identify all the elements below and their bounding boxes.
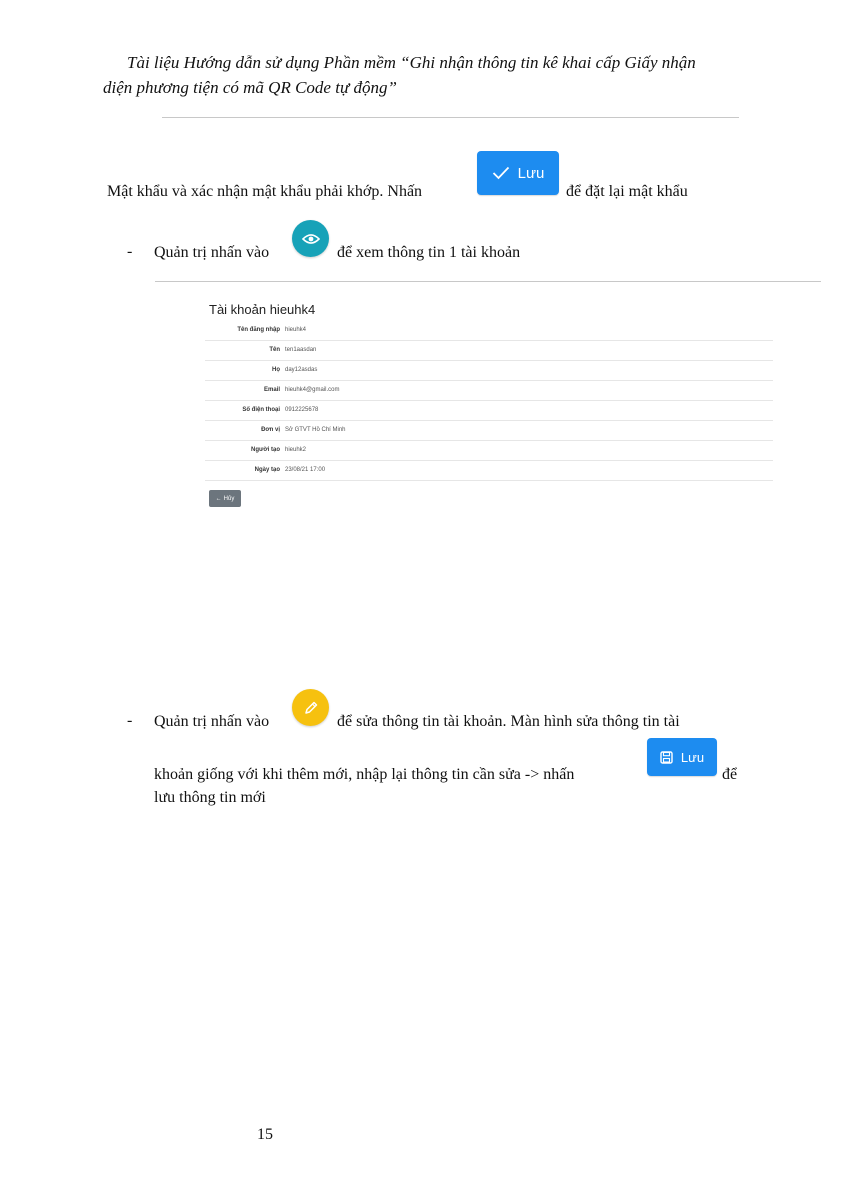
reset-text-after: để đặt lại mật khẩu (566, 183, 688, 200)
edit-text-line1-before: Quản trị nhấn vào (154, 713, 270, 730)
account-row-value: day12asdas (285, 367, 318, 373)
account-row-value: 23/08/21 17:00 (285, 467, 326, 473)
account-row-value: 0912225678 (285, 407, 319, 413)
checkmark-icon (492, 166, 510, 180)
account-row (205, 340, 773, 361)
account-detail-screenshot (205, 300, 775, 515)
edit-text-line1-after: để sửa thông tin tài khoản. Màn hình sửa thông tin tài (337, 713, 680, 730)
edit-text-line3: lưu thông tin mới (154, 789, 266, 806)
view-text-after: để xem thông tin 1 tài khoản (337, 244, 521, 261)
account-row (205, 360, 773, 381)
account-row-label: Người tạo (251, 447, 280, 453)
document-header-line-2: diện phương tiện có mã QR Code tự động” (103, 78, 397, 97)
account-row (205, 420, 773, 441)
page-number: 15 (257, 1126, 273, 1143)
account-row-value: hieuhk4 (285, 327, 307, 333)
bullet-dash-edit: - (127, 712, 133, 729)
save-reset-button-label: Lưu (517, 164, 545, 182)
arrow-left-icon: ← (215, 495, 222, 502)
account-row-value: hieuhk4@gmail.com (285, 387, 340, 393)
view-text-before: Quản trị nhấn vào (154, 244, 270, 261)
account-row-label: Đơn vị (261, 427, 280, 433)
account-row (205, 320, 773, 341)
edit-text-line2-after: để (722, 766, 738, 783)
save-edit-button-image (647, 738, 717, 776)
account-row (205, 440, 773, 461)
account-row (205, 380, 773, 401)
account-row-value: hieuhk2 (285, 447, 307, 453)
header-divider (162, 117, 739, 118)
account-row (205, 400, 773, 421)
cancel-button[interactable] (209, 490, 241, 507)
account-row-label: Số điện thoại (242, 407, 280, 413)
account-row-label: Ngày tạo (254, 467, 280, 473)
account-row-label: Email (263, 387, 280, 393)
floppy-disk-icon (660, 751, 673, 764)
save-reset-button-image (477, 151, 559, 195)
account-title: Tài khoản hieuhk4 (209, 302, 316, 317)
pencil-icon (292, 689, 329, 726)
document-header-line-1: Tài liệu Hướng dẫn sử dụng Phần mềm “Ghi nhận thông tin kê khai cấp Giấy nhận (127, 53, 696, 72)
section-divider (155, 281, 821, 282)
account-row-value: ten1aasdan (285, 347, 317, 353)
cancel-button-label: Hủy (223, 495, 235, 502)
bullet-dash-view: - (127, 243, 133, 260)
reset-text-before: Mật khẩu và xác nhận mật khẩu phải khớp. Nhấn (107, 183, 423, 200)
edit-text-line2-before: khoản giống với khi thêm mới, nhập lại thông tin cần sửa -> nhấn (154, 766, 575, 783)
eye-icon (292, 220, 329, 257)
save-edit-button-label: Lưu (680, 749, 705, 765)
account-row-label: Tên (269, 347, 280, 353)
account-row (205, 460, 773, 481)
account-row-label: Họ (272, 367, 280, 373)
account-row-value: Sở GTVT Hồ Chí Minh (285, 427, 346, 433)
account-row-label: Tên đăng nhập (237, 327, 280, 333)
